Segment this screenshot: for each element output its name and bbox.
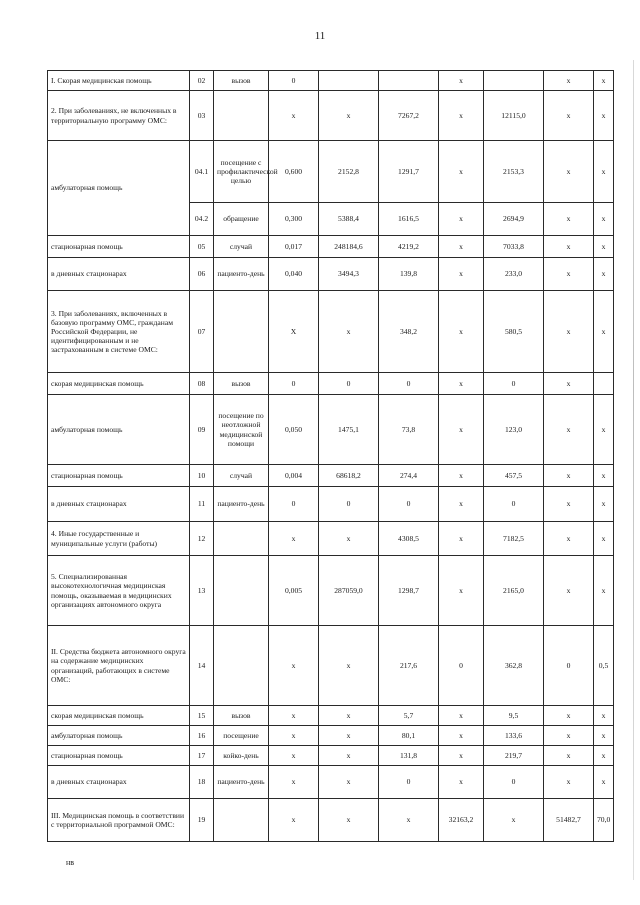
row-unit: пациенто-день (214, 487, 269, 522)
row-value-4: x (439, 746, 484, 766)
row-value-4: x (439, 236, 484, 258)
row-value-6: 51482,7 (544, 799, 594, 842)
row-value-1: x (269, 626, 319, 706)
row-name: амбулаторная помощь (48, 726, 190, 746)
row-value-7: x (594, 71, 614, 91)
row-value-1: 0,300 (269, 203, 319, 236)
row-name: 4. Иные государственные и муниципальные услуги (работы) (48, 522, 190, 556)
row-value-6: x (544, 487, 594, 522)
row-name: амбулаторная помощь (48, 141, 190, 236)
table-row (48, 799, 614, 842)
row-code: 19 (190, 799, 214, 842)
row-value-5: 233,0 (484, 258, 544, 291)
row-unit: обращение (214, 203, 269, 236)
row-value-4: x (439, 395, 484, 465)
row-unit: посещение с профилактической целью (214, 141, 269, 203)
row-value-7: x (594, 706, 614, 726)
row-value-1: x (269, 726, 319, 746)
row-value-2 (319, 71, 379, 91)
row-value-1: 0 (269, 373, 319, 395)
row-code: 13 (190, 556, 214, 626)
table-row (48, 556, 614, 626)
row-value-4: x (439, 291, 484, 373)
row-name: 2. При заболеваниях, не включенных в территориальную программу ОМС: (48, 91, 190, 141)
row-value-4: x (439, 556, 484, 626)
table-row (48, 236, 614, 258)
row-value-6: x (544, 465, 594, 487)
row-value-7: x (594, 141, 614, 203)
row-value-1: x (269, 799, 319, 842)
row-value-1: X (269, 291, 319, 373)
row-value-5: 362,8 (484, 626, 544, 706)
row-unit (214, 799, 269, 842)
row-value-4: 32163,2 (439, 799, 484, 842)
row-value-7: x (594, 522, 614, 556)
row-value-5: 0 (484, 766, 544, 799)
row-unit: вызов (214, 706, 269, 726)
row-unit: случай (214, 236, 269, 258)
row-unit: пациенто-день (214, 258, 269, 291)
row-name: в дневных стационарах (48, 487, 190, 522)
row-value-5: 12115,0 (484, 91, 544, 141)
row-unit: вызов (214, 71, 269, 91)
row-value-3: 217,6 (379, 626, 439, 706)
row-value-3: 4308,5 (379, 522, 439, 556)
row-code: 09 (190, 395, 214, 465)
row-value-2: 5388,4 (319, 203, 379, 236)
table-row (48, 258, 614, 291)
row-value-3: 348,2 (379, 291, 439, 373)
row-value-3: 1291,7 (379, 141, 439, 203)
row-value-7: x (594, 203, 614, 236)
row-code: 18 (190, 766, 214, 799)
row-value-1: 0 (269, 71, 319, 91)
row-value-6: x (544, 258, 594, 291)
row-value-1: x (269, 706, 319, 726)
row-value-1: x (269, 522, 319, 556)
row-value-7 (594, 373, 614, 395)
row-value-2: x (319, 91, 379, 141)
row-name: стационарная помощь (48, 746, 190, 766)
row-value-4: x (439, 71, 484, 91)
table-row (48, 373, 614, 395)
row-code: 12 (190, 522, 214, 556)
table-row (48, 71, 614, 91)
row-unit: койко-день (214, 746, 269, 766)
row-value-2: x (319, 522, 379, 556)
row-value-3: 73,8 (379, 395, 439, 465)
row-unit (214, 522, 269, 556)
row-value-3: x (379, 799, 439, 842)
table-row (48, 766, 614, 799)
row-value-7: x (594, 556, 614, 626)
row-value-6: 0 (544, 626, 594, 706)
row-value-6: x (544, 395, 594, 465)
row-value-4: x (439, 706, 484, 726)
row-value-2: 3494,3 (319, 258, 379, 291)
row-value-4: x (439, 465, 484, 487)
row-value-7: 0,5 (594, 626, 614, 706)
row-unit: посещение (214, 726, 269, 746)
row-value-7: x (594, 291, 614, 373)
row-value-7: x (594, 726, 614, 746)
row-value-2: 2152,8 (319, 141, 379, 203)
row-value-3: 4219,2 (379, 236, 439, 258)
row-value-4: x (439, 487, 484, 522)
row-value-2: 68618,2 (319, 465, 379, 487)
row-value-5: 2165,0 (484, 556, 544, 626)
row-unit: посещение по неотложной медицинской помощи (214, 395, 269, 465)
row-value-7: x (594, 395, 614, 465)
row-code: 08 (190, 373, 214, 395)
row-value-4: x (439, 91, 484, 141)
row-value-3 (379, 71, 439, 91)
row-value-4: x (439, 373, 484, 395)
row-value-2: x (319, 706, 379, 726)
row-code: 10 (190, 465, 214, 487)
footer-mark: нв (66, 858, 75, 867)
row-name: в дневных стационарах (48, 258, 190, 291)
row-unit: вызов (214, 373, 269, 395)
row-unit: пациенто-день (214, 766, 269, 799)
row-unit: случай (214, 465, 269, 487)
row-unit (214, 626, 269, 706)
row-value-7: 70,0 (594, 799, 614, 842)
row-value-5: x (484, 799, 544, 842)
table-row (48, 91, 614, 141)
row-value-3: 5,7 (379, 706, 439, 726)
scan-edge-line (633, 60, 634, 880)
row-value-2: 248184,6 (319, 236, 379, 258)
row-value-5: 7033,8 (484, 236, 544, 258)
row-name: стационарная помощь (48, 236, 190, 258)
row-value-5 (484, 71, 544, 91)
row-value-3: 0 (379, 487, 439, 522)
table-row (48, 487, 614, 522)
row-value-6: x (544, 746, 594, 766)
row-value-1: x (269, 766, 319, 799)
table-row (48, 395, 614, 465)
row-value-5: 133,6 (484, 726, 544, 746)
row-value-7: x (594, 91, 614, 141)
row-value-3: 7267,2 (379, 91, 439, 141)
row-value-3: 1298,7 (379, 556, 439, 626)
row-value-3: 0 (379, 373, 439, 395)
row-value-2: 0 (319, 487, 379, 522)
row-value-2: x (319, 726, 379, 746)
page-number: 11 (314, 30, 326, 42)
row-value-2: 0 (319, 373, 379, 395)
table-row (48, 465, 614, 487)
row-value-3: 0 (379, 766, 439, 799)
row-name: I. Скорая медицинская помощь (48, 71, 190, 91)
row-value-1: 0,600 (269, 141, 319, 203)
row-value-3: 1616,5 (379, 203, 439, 236)
row-code: 04.1 (190, 141, 214, 203)
row-value-5: 457,5 (484, 465, 544, 487)
row-value-5: 2153,3 (484, 141, 544, 203)
row-value-2: x (319, 766, 379, 799)
row-value-7: x (594, 746, 614, 766)
row-value-6: x (544, 236, 594, 258)
row-value-7: x (594, 465, 614, 487)
row-value-1: x (269, 746, 319, 766)
row-code: 04.2 (190, 203, 214, 236)
row-value-6: x (544, 522, 594, 556)
row-unit (214, 91, 269, 141)
row-code: 06 (190, 258, 214, 291)
row-value-4: x (439, 203, 484, 236)
row-value-2: 1475,1 (319, 395, 379, 465)
row-value-1: 0 (269, 487, 319, 522)
row-code: 07 (190, 291, 214, 373)
row-value-1: 0,004 (269, 465, 319, 487)
row-value-6: x (544, 203, 594, 236)
row-value-6: x (544, 556, 594, 626)
row-value-7: x (594, 487, 614, 522)
row-name: 3. При заболеваниях, включенных в базовую программу ОМС, гражданам Российской Федерации, не идентифицированным и не застрахованным в системе ОМС: (48, 291, 190, 373)
table-row (48, 141, 614, 203)
row-value-3: 131,8 (379, 746, 439, 766)
row-value-4: x (439, 726, 484, 746)
row-value-4: 0 (439, 626, 484, 706)
row-value-4: x (439, 522, 484, 556)
row-code: 11 (190, 487, 214, 522)
row-value-6: x (544, 141, 594, 203)
row-value-5: 2694,9 (484, 203, 544, 236)
row-value-5: 0 (484, 373, 544, 395)
row-name: скорая медицинская помощь (48, 706, 190, 726)
row-name: скорая медицинская помощь (48, 373, 190, 395)
row-code: 16 (190, 726, 214, 746)
row-value-1: 0,040 (269, 258, 319, 291)
row-code: 14 (190, 626, 214, 706)
row-value-6: x (544, 91, 594, 141)
row-value-2: x (319, 626, 379, 706)
row-value-3: 139,8 (379, 258, 439, 291)
row-value-6: x (544, 766, 594, 799)
row-unit (214, 291, 269, 373)
row-value-3: 80,1 (379, 726, 439, 746)
row-unit (214, 556, 269, 626)
row-value-6: x (544, 373, 594, 395)
row-value-5: 123,0 (484, 395, 544, 465)
row-code: 03 (190, 91, 214, 141)
row-value-5: 0 (484, 487, 544, 522)
row-value-4: x (439, 766, 484, 799)
row-name: II. Средства бюджета автономного округа на содержание медицинских организаций, работающих в системе ОМС: (48, 626, 190, 706)
table-row (48, 726, 614, 746)
row-value-7: x (594, 766, 614, 799)
row-code: 05 (190, 236, 214, 258)
row-value-6: x (544, 71, 594, 91)
row-value-7: x (594, 258, 614, 291)
row-name: в дневных стационарах (48, 766, 190, 799)
row-name: III. Медицинская помощь в соответствии с территориальной программой ОМС: (48, 799, 190, 842)
row-value-4: x (439, 258, 484, 291)
row-value-5: 7182,5 (484, 522, 544, 556)
table-row (48, 522, 614, 556)
table-row (48, 626, 614, 706)
row-code: 15 (190, 706, 214, 726)
row-value-5: 9,5 (484, 706, 544, 726)
row-value-5: 219,7 (484, 746, 544, 766)
row-name: амбулаторная помощь (48, 395, 190, 465)
row-value-6: x (544, 291, 594, 373)
row-value-2: x (319, 291, 379, 373)
row-value-2: 287059,0 (319, 556, 379, 626)
table-row (48, 291, 614, 373)
row-value-6: x (544, 726, 594, 746)
row-value-2: x (319, 746, 379, 766)
row-value-3: 274,4 (379, 465, 439, 487)
row-value-6: x (544, 706, 594, 726)
row-value-1: x (269, 91, 319, 141)
row-code: 17 (190, 746, 214, 766)
row-name: стационарная помощь (48, 465, 190, 487)
row-value-2: x (319, 799, 379, 842)
row-value-7: x (594, 236, 614, 258)
row-name: 5. Специализированная высокотехнологичная медицинская помощь, оказываемая в медицинских организациях автономного округа (48, 556, 190, 626)
table-row (48, 746, 614, 766)
row-code: 02 (190, 71, 214, 91)
row-value-1: 0,050 (269, 395, 319, 465)
row-value-1: 0,005 (269, 556, 319, 626)
table-body (48, 71, 614, 842)
row-value-1: 0,017 (269, 236, 319, 258)
table-row (48, 706, 614, 726)
data-table (47, 70, 614, 842)
row-value-5: 580,5 (484, 291, 544, 373)
row-value-4: x (439, 141, 484, 203)
